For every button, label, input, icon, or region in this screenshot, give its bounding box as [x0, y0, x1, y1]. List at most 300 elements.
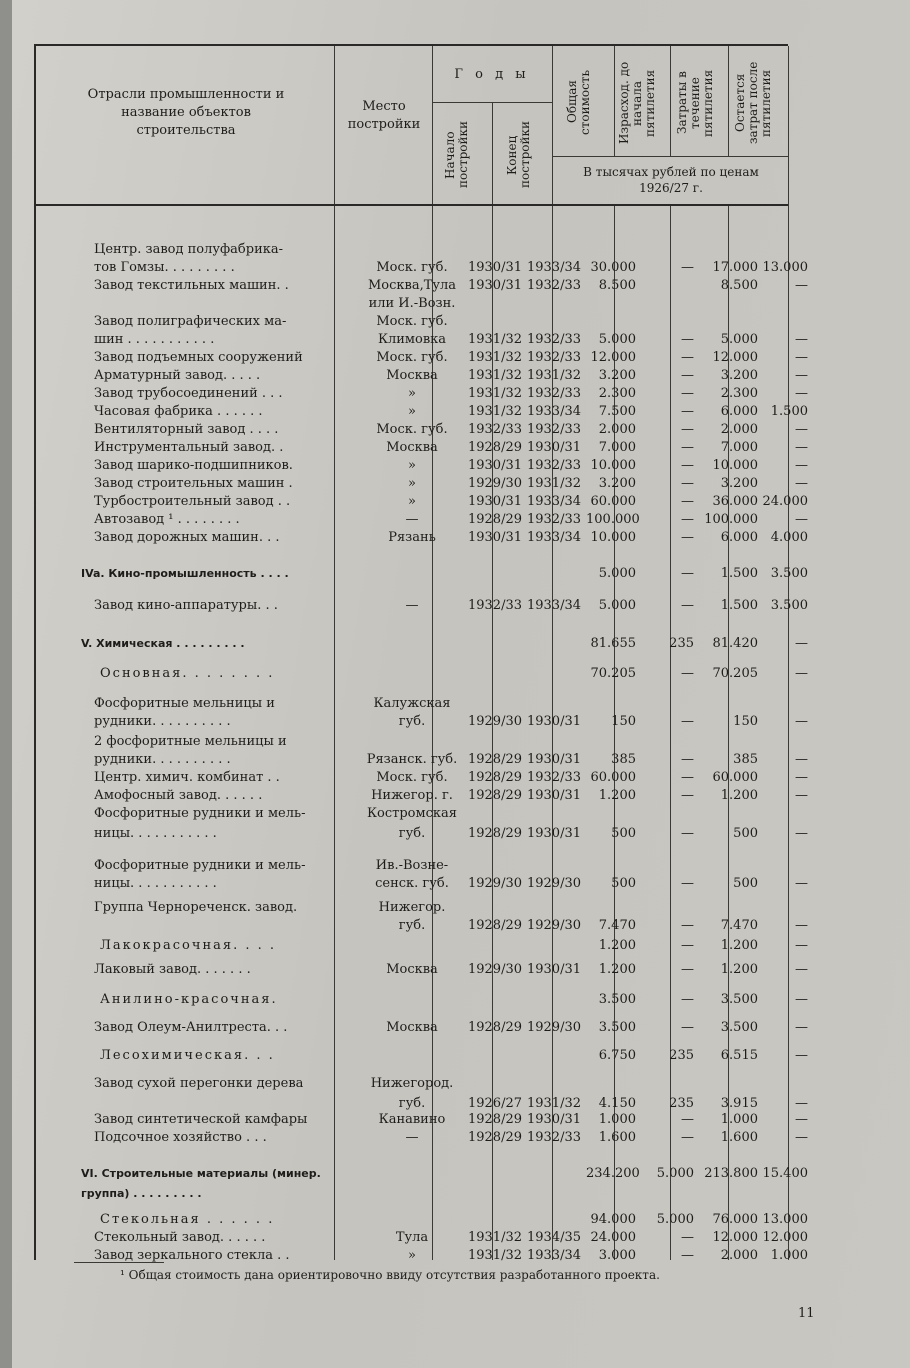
cell-place: Ив.-Возне- [375, 858, 449, 873]
cell-name: ницы. . . . . . . . . . . [94, 826, 217, 841]
cell-start: 1930/31 [467, 278, 522, 293]
header-bottom-rule [36, 204, 788, 206]
cell-remain: 1.500 [770, 404, 808, 419]
table-row [36, 422, 808, 437]
cell-place: » [408, 476, 416, 491]
cell-remain: — [795, 992, 808, 1007]
cell-name: Лакокрасочная. . . . [100, 938, 276, 953]
cell-start: 1926/27 [467, 1096, 522, 1111]
cell-costs: 60.000 [712, 770, 758, 785]
cell-start: 1930/31 [467, 530, 522, 545]
header-units: В тысячах рублей по ценам 1926/27 г. [583, 165, 759, 195]
cell-costs: 3.500 [720, 1020, 758, 1035]
cell-costs: 500 [733, 876, 758, 891]
header-spent: Израсход. до начала пятилетия [617, 61, 657, 145]
cell-total: 3.200 [598, 476, 636, 491]
cell-costs: 3.915 [720, 1096, 758, 1111]
table-row [36, 734, 788, 749]
cell-total: 3.000 [598, 1248, 636, 1263]
cell-total: 10.000 [590, 530, 636, 545]
table-row [36, 788, 808, 803]
cell-total: 234.200 [586, 1166, 640, 1181]
cell-name: рудники. . . . . . . . . . [94, 752, 231, 767]
cell-spent: 5.000 [656, 1212, 694, 1227]
cell-spent: — [681, 918, 694, 933]
table-row [36, 1230, 808, 1245]
cell-costs: 70.205 [712, 666, 758, 681]
cell-costs: 6.000 [720, 530, 758, 545]
cell-remain: — [795, 714, 808, 729]
cell-remain: 13.000 [762, 260, 808, 275]
cell-total: 60.000 [590, 770, 636, 785]
cell-remain: — [795, 350, 808, 365]
cell-name: Фосфоритные рудники и мель- [94, 806, 306, 821]
table-row [36, 636, 808, 651]
cell-end: 1933/34 [526, 1248, 581, 1263]
cell-place: Москва [386, 440, 438, 455]
cell-end: 1931/32 [526, 1096, 581, 1111]
cell-remain: — [795, 918, 808, 933]
cell-start: 1928/29 [467, 788, 522, 803]
table-row [36, 278, 808, 293]
cell-spent: 235 [669, 636, 694, 651]
cell-spent: — [681, 598, 694, 613]
cell-costs: 1.500 [720, 598, 758, 613]
cell-remain: — [795, 440, 808, 455]
table-row [36, 1096, 808, 1111]
table-row [36, 806, 788, 821]
cell-total: 150 [611, 714, 636, 729]
cell-spent: — [681, 260, 694, 275]
cell-name: Часовая фабрика . . . . . . [94, 404, 263, 419]
cell-costs: 17.000 [712, 260, 758, 275]
cell-place: Москва [386, 1020, 438, 1035]
cell-remain: 3.500 [770, 598, 808, 613]
cell-end: 1932/33 [526, 350, 581, 365]
cell-remain: — [795, 938, 808, 953]
header-total: Общая стоимость [565, 69, 592, 135]
cell-place: Канавино [378, 1112, 446, 1127]
header-remain: Остается затрат после пятилетия [733, 61, 773, 145]
cell-costs: 1.200 [720, 788, 758, 803]
header-end: Конец постройки [505, 121, 532, 189]
cell-name: тов Гомзы. . . . . . . . . [94, 260, 235, 275]
cell-spent: — [681, 530, 694, 545]
cell-spent: — [681, 386, 694, 401]
cell-total: 3.200 [598, 368, 636, 383]
cell-end: 1932/33 [526, 770, 581, 785]
cell-costs: 10.000 [712, 458, 758, 473]
table-row [36, 1020, 808, 1035]
cell-costs: 150 [733, 714, 758, 729]
cell-name: Турбостроительный завод . . [94, 494, 291, 509]
cell-total: 8.500 [598, 278, 636, 293]
rule-years [432, 102, 552, 103]
cell-remain: — [795, 386, 808, 401]
cell-name: Завод трубосоединений . . . [94, 386, 283, 401]
cell-remain: — [795, 368, 808, 383]
cell-place: или И.-Возн. [368, 296, 456, 311]
cell-start: 1929/30 [467, 876, 522, 891]
cell-remain: — [795, 1048, 808, 1063]
cell-total: 94.000 [590, 1212, 636, 1227]
cell-end: 1930/31 [526, 752, 581, 767]
cell-name: Завод зеркального стекла . . [94, 1248, 290, 1263]
cell-name: Амофосный завод. . . . . . [94, 788, 263, 803]
cell-start: 1931/32 [467, 1248, 522, 1263]
cell-remain: — [795, 826, 808, 841]
cell-costs: 5.000 [720, 332, 758, 347]
cell-spent: — [681, 1130, 694, 1145]
table-row [36, 900, 788, 915]
cell-remain: 4.000 [770, 530, 808, 545]
col-rule-remain [728, 46, 729, 156]
cell-total: 12.000 [590, 350, 636, 365]
footnote: ¹ Общая стоимость дана ориентировочно ввиду отсутствия разработанного проекта. [120, 1268, 660, 1282]
cell-name: Завод синтетической камфары [94, 1112, 308, 1127]
table-row [36, 752, 808, 767]
cell-start: 1931/32 [467, 368, 522, 383]
cell-start: 1929/30 [467, 714, 522, 729]
table-row [36, 530, 808, 545]
cell-remain: — [795, 278, 808, 293]
cell-name: V. Химическая . . . . . . . . . [81, 637, 245, 650]
cell-start: 1928/29 [467, 440, 522, 455]
table-row [36, 458, 808, 473]
cell-costs: 12.000 [712, 350, 758, 365]
cell-total: 1.600 [598, 1130, 636, 1145]
cell-end: 1930/31 [526, 962, 581, 977]
cell-spent: — [681, 1112, 694, 1127]
col-rule-costs [670, 46, 671, 156]
table-row [36, 962, 808, 977]
cell-remain: — [795, 458, 808, 473]
cell-costs: 12.000 [712, 1230, 758, 1245]
cell-remain: — [795, 1130, 808, 1145]
cell-place: Костромская [367, 806, 457, 821]
cell-remain: — [795, 876, 808, 891]
table-frame [34, 44, 808, 1263]
cell-costs: 2.000 [720, 422, 758, 437]
col-rule-place [334, 46, 335, 1260]
cell-end: 1932/33 [526, 386, 581, 401]
table-row [36, 770, 808, 785]
table-row [36, 368, 808, 383]
table-row [36, 826, 808, 841]
cell-name: Завод кино-аппаратуры. . . [94, 598, 278, 613]
cell-end: 1929/30 [526, 1020, 581, 1035]
cell-spent: — [681, 938, 694, 953]
cell-costs: 100.000 [704, 512, 758, 527]
cell-name: ницы. . . . . . . . . . . [94, 876, 217, 891]
cell-total: 7.500 [598, 404, 636, 419]
cell-name: Завод текстильных машин. . [94, 278, 289, 293]
cell-start: 1929/30 [467, 962, 522, 977]
cell-spent: — [681, 666, 694, 681]
cell-costs: 1.600 [720, 1130, 758, 1145]
cell-start: 1930/31 [467, 458, 522, 473]
cell-place: Москва [386, 962, 438, 977]
table-row [36, 314, 788, 329]
cell-place: Моск. губ. [376, 422, 448, 437]
cell-end: 1929/30 [526, 918, 581, 933]
cell-costs: 36.000 [712, 494, 758, 509]
cell-end: 1930/31 [526, 788, 581, 803]
footnote-rule [74, 1262, 164, 1263]
cell-costs: 3.500 [720, 992, 758, 1007]
cell-place: Рязанск. губ. [366, 752, 458, 767]
cell-costs: 6.515 [720, 1048, 758, 1063]
cell-place: Москва [386, 368, 438, 383]
cell-spent: 235 [669, 1048, 694, 1063]
cell-end: 1932/33 [526, 512, 581, 527]
table-row [36, 296, 788, 311]
cell-start: 1931/32 [467, 386, 522, 401]
cell-spent: — [681, 962, 694, 977]
cell-name: Завод дорожных машин. . . [94, 530, 280, 545]
cell-costs: 500 [733, 826, 758, 841]
cell-total: 1.200 [598, 962, 636, 977]
table-row [36, 696, 788, 711]
cell-name: Фосфоритные рудники и мель- [94, 858, 306, 873]
cell-spent: — [681, 440, 694, 455]
cell-spent: — [681, 332, 694, 347]
cell-remain: — [795, 962, 808, 977]
cell-name: Завод шарико-подшипников. [94, 458, 293, 473]
table-row [36, 1248, 808, 1263]
table-row [36, 1112, 808, 1127]
cell-end: 1929/30 [526, 876, 581, 891]
cell-spent: — [681, 476, 694, 491]
cell-spent: — [681, 422, 694, 437]
header-place: Место постройки [347, 99, 421, 132]
cell-total: 70.205 [590, 666, 636, 681]
cell-total: 24.000 [590, 1230, 636, 1245]
cell-end: 1933/34 [526, 260, 581, 275]
cell-place: сенск. губ. [375, 876, 449, 891]
cell-spent: — [681, 788, 694, 803]
table-row [36, 260, 808, 275]
rule-units [552, 156, 788, 157]
cell-total: 10.000 [590, 458, 636, 473]
cell-spent: — [681, 494, 694, 509]
cell-name: Анилино-красочная. [100, 992, 278, 1007]
cell-name: Арматурный завод. . . . . [94, 368, 261, 383]
cell-end: 1931/32 [526, 476, 581, 491]
table-row [36, 350, 808, 365]
cell-costs: 1.500 [720, 566, 758, 581]
table-row [36, 1048, 808, 1063]
cell-total: 60.000 [590, 494, 636, 509]
cell-spent: — [681, 714, 694, 729]
cell-end: 1933/34 [526, 494, 581, 509]
cell-remain: — [795, 1096, 808, 1111]
cell-start: 1932/33 [467, 598, 522, 613]
cell-name: Основная. . . . . . . . [100, 666, 275, 681]
cell-end: 1931/32 [526, 368, 581, 383]
cell-name: Завод строительных машин . [94, 476, 293, 491]
cell-spent: — [681, 992, 694, 1007]
cell-name: Завод подъемных сооружений [94, 350, 303, 365]
cell-name: 2 фосфоритные мельницы и [94, 734, 287, 749]
cell-spent: — [681, 1248, 694, 1263]
cell-remain: 13.000 [762, 1212, 808, 1227]
cell-spent: 235 [669, 1096, 694, 1111]
cell-remain: — [795, 422, 808, 437]
cell-end: 1933/34 [526, 530, 581, 545]
cell-start: 1928/29 [467, 826, 522, 841]
cell-start: 1928/29 [467, 918, 522, 933]
cell-costs: 3.200 [720, 368, 758, 383]
cell-end: 1930/31 [526, 1112, 581, 1127]
cell-spent: — [681, 350, 694, 365]
cell-spent: — [681, 752, 694, 767]
cell-costs: 385 [733, 752, 758, 767]
table-row [36, 242, 788, 257]
cell-total: 1.000 [598, 1112, 636, 1127]
cell-remain: 12.000 [762, 1230, 808, 1245]
cell-total: 2.300 [598, 386, 636, 401]
cell-name: Автозавод ¹ . . . . . . . . [94, 512, 240, 527]
cell-name: Фосфоритные мельницы и [94, 696, 275, 711]
header-costs: Затраты в течение пятилетия [675, 69, 715, 137]
cell-name: Центр. завод полуфабрика- [94, 242, 284, 257]
table-row [36, 938, 808, 953]
cell-costs: 81.420 [712, 636, 758, 651]
cell-place: » [408, 386, 416, 401]
cell-place: » [408, 458, 416, 473]
cell-total: 81.655 [590, 636, 636, 651]
cell-remain: — [795, 636, 808, 651]
cell-spent: — [681, 770, 694, 785]
cell-costs: 7.470 [720, 918, 758, 933]
table-row [36, 476, 808, 491]
cell-remain: — [795, 788, 808, 803]
col-rule-total [552, 46, 553, 1260]
cell-name: рудники. . . . . . . . . . [94, 714, 231, 729]
cell-name: Вентиляторный завод . . . . [94, 422, 279, 437]
table-row [36, 992, 808, 1007]
cell-spent: — [681, 404, 694, 419]
cell-remain: 15.400 [762, 1166, 808, 1181]
cell-spent: — [681, 1230, 694, 1245]
table-row [36, 714, 808, 729]
cell-end: 1930/31 [526, 826, 581, 841]
cell-place: Климовка [377, 332, 447, 347]
cell-name: VI. Строительные материалы (минер. [81, 1167, 321, 1180]
cell-remain: — [795, 476, 808, 491]
table-row [36, 858, 788, 873]
table-row [36, 494, 808, 509]
table-row [36, 876, 808, 891]
cell-total: 1.200 [598, 938, 636, 953]
table-row [36, 666, 808, 681]
cell-costs: 76.000 [712, 1212, 758, 1227]
cell-remain: 1.000 [770, 1248, 808, 1263]
cell-place: — [405, 598, 419, 613]
cell-start: 1928/29 [467, 1112, 522, 1127]
book-page [12, 0, 910, 1368]
cell-name: Центр. химич. комбинат . . [94, 770, 280, 785]
cell-costs: 8.500 [720, 278, 758, 293]
cell-costs: 1.000 [720, 1112, 758, 1127]
cell-place: — [405, 512, 419, 527]
cell-remain: — [795, 1112, 808, 1127]
cell-place: Калужская [373, 696, 451, 711]
cell-remain: 24.000 [762, 494, 808, 509]
cell-name: Завод полиграфических ма- [94, 314, 287, 329]
cell-total: 4.150 [598, 1096, 636, 1111]
cell-spent: — [681, 1020, 694, 1035]
cell-start: 1931/32 [467, 332, 522, 347]
cell-place: Нижегород. [370, 1076, 454, 1091]
cell-place: Нижегор. [378, 900, 446, 915]
cell-name: Завод Олеум-Анилтреста. . . [94, 1020, 288, 1035]
cell-total: 100.000 [586, 512, 640, 527]
header-start: Начало постройки [443, 121, 470, 189]
cell-end: 1932/33 [526, 458, 581, 473]
cell-place: Моск. губ. [376, 770, 448, 785]
cell-remain: — [795, 770, 808, 785]
cell-place: » [408, 404, 416, 419]
cell-name: Лаковый завод. . . . . . . [94, 962, 251, 977]
cell-spent: — [681, 876, 694, 891]
table-row [36, 512, 808, 527]
cell-start: 1928/29 [467, 770, 522, 785]
table-row [36, 1186, 788, 1200]
cell-costs: 6.000 [720, 404, 758, 419]
cell-costs: 2.300 [720, 386, 758, 401]
col-rule-spent [614, 46, 615, 156]
cell-place: Москва,Тула [367, 278, 457, 293]
cell-remain: — [795, 666, 808, 681]
table-row [36, 598, 808, 613]
cell-total: 7.470 [598, 918, 636, 933]
page-number: 11 [798, 1306, 815, 1321]
cell-place: Тула [395, 1230, 429, 1245]
cell-name: Подсочное хозяйство . . . [94, 1130, 267, 1145]
cell-costs: 7.000 [720, 440, 758, 455]
cell-start: 1932/33 [467, 422, 522, 437]
cell-name: IVa. Кино-промышленность . . . . [81, 567, 289, 580]
cell-total: 5.000 [598, 598, 636, 613]
cell-total: 500 [611, 826, 636, 841]
cell-start: 1928/29 [467, 512, 522, 527]
cell-total: 30.000 [590, 260, 636, 275]
cell-total: 3.500 [598, 1020, 636, 1035]
cell-costs: 213.800 [704, 1166, 758, 1181]
cell-name: шин . . . . . . . . . . . [94, 332, 215, 347]
cell-total: 5.000 [598, 332, 636, 347]
cell-start: 1930/31 [467, 494, 522, 509]
cell-place: Моск. губ. [376, 260, 448, 275]
cell-name: Лесохимическая. . . [100, 1048, 275, 1063]
cell-place: Рязань [388, 530, 436, 545]
cell-place: губ. [398, 1096, 426, 1111]
cell-place: губ. [398, 826, 426, 841]
cell-place: Нижегор. г. [371, 788, 453, 803]
cell-end: 1932/33 [526, 278, 581, 293]
table-row [36, 386, 808, 401]
cell-end: 1930/31 [526, 714, 581, 729]
table-row [36, 404, 808, 419]
table-row [36, 918, 808, 933]
cell-end: 1933/34 [526, 404, 581, 419]
cell-name: Инструментальный завод. . [94, 440, 284, 455]
cell-costs: 3.200 [720, 476, 758, 491]
cell-total: 7.000 [598, 440, 636, 455]
cell-spent: — [681, 458, 694, 473]
